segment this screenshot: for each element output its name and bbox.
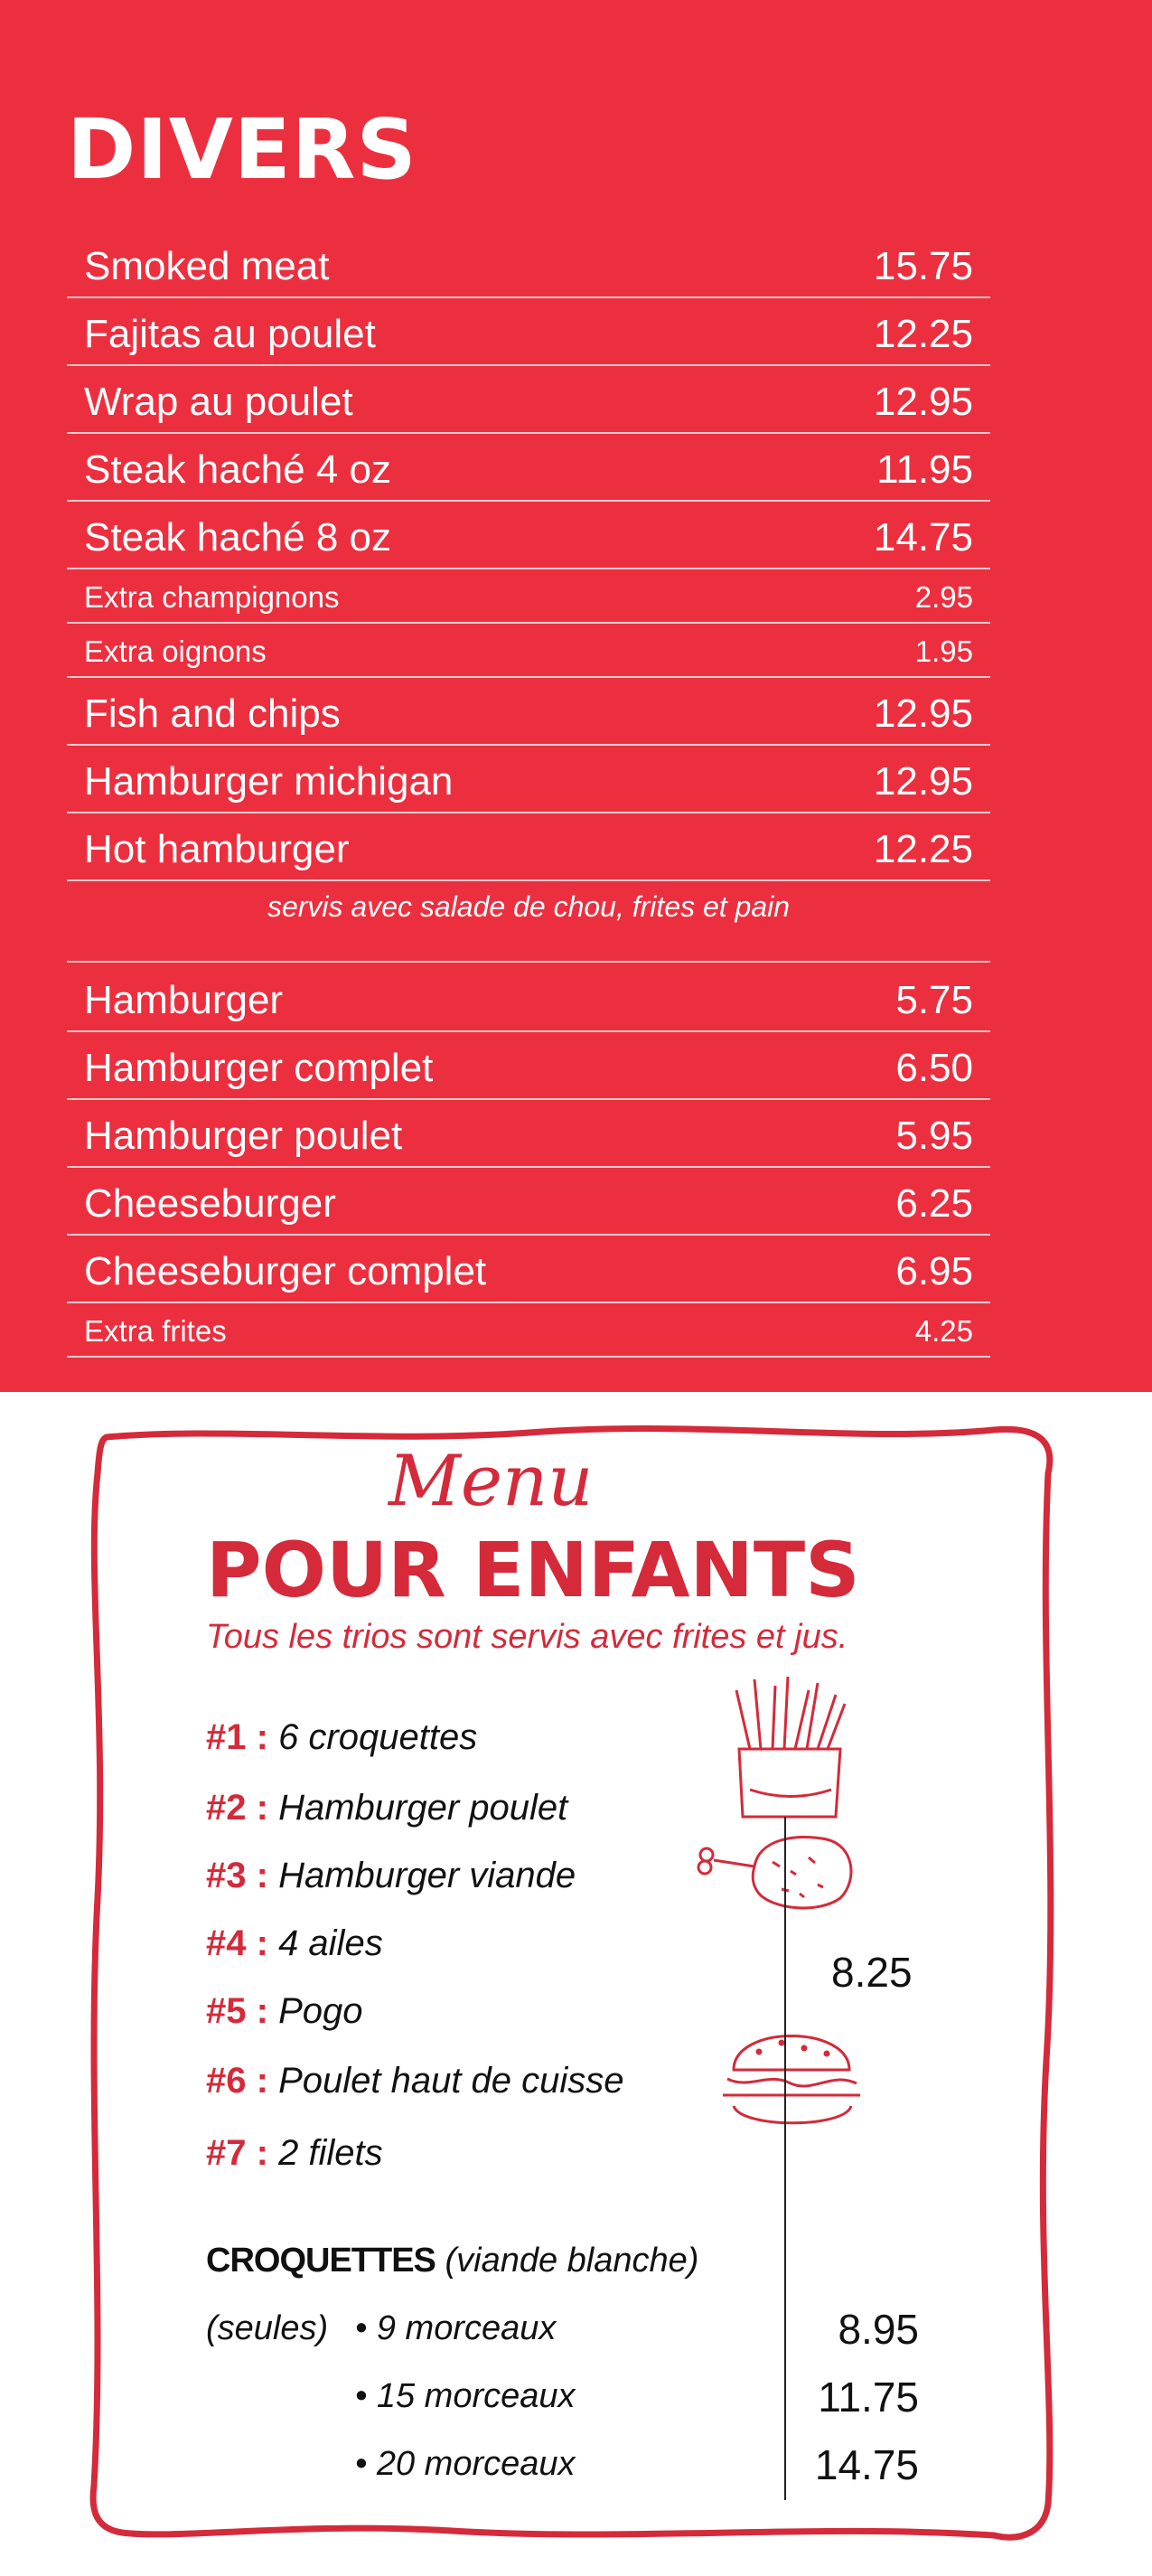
- item-price: 14.75: [873, 515, 973, 559]
- item-price: 5.75: [895, 978, 973, 1022]
- menu-row: [67, 1236, 990, 1303]
- item-name: Hot hamburger: [84, 827, 350, 871]
- trio-item: [206, 2061, 624, 2101]
- croquettes-price: 14.75: [814, 2441, 919, 2488]
- trio-item: [206, 2133, 383, 2174]
- kids-menu-title: POUR ENFANTS: [206, 1526, 860, 1614]
- item-price: 15.75: [873, 244, 973, 288]
- item-name: Hamburger poulet: [84, 1114, 403, 1158]
- trio-item: [206, 1717, 477, 1758]
- kids-menu-subtitle: Tous les trios sont servis avec frites et jus.: [206, 1618, 848, 1656]
- item-name: Extra oignons: [84, 635, 267, 668]
- menu-row: [67, 434, 990, 502]
- trio-label: 4 ailes: [278, 1923, 383, 1963]
- trio-number: #4 :: [206, 1923, 268, 1963]
- trio-number: #5 :: [206, 1991, 268, 2031]
- menu-row: [67, 813, 990, 881]
- item-name: Steak haché 8 oz: [84, 515, 392, 559]
- item-price: 12.95: [873, 380, 973, 424]
- item-price: 6.25: [895, 1181, 973, 1226]
- served-with-note: servis avec salade de chou, frites et pain: [267, 890, 791, 923]
- item-name: Fish and chips: [84, 691, 341, 736]
- trio-number: #3 :: [206, 1856, 268, 1895]
- item-price: 12.95: [873, 759, 973, 804]
- menu-script-title: Menu: [389, 1441, 594, 1522]
- trio-item: [206, 1788, 567, 1829]
- trio-number: #7 :: [206, 2133, 268, 2173]
- item-price: 4.25: [914, 1314, 973, 1348]
- menu-row: [67, 569, 990, 624]
- croquettes-note: (viande blanche): [445, 2242, 699, 2280]
- menu-row: [67, 678, 990, 746]
- trio-label: Hamburger poulet: [278, 1788, 568, 1828]
- item-price: 5.95: [895, 1114, 973, 1158]
- item-name: Cheeseburger complet: [84, 1249, 487, 1293]
- menu-row: [67, 746, 990, 813]
- burger-icon: [723, 2036, 860, 2123]
- fries-icon: [736, 1677, 845, 1817]
- trio-price: 8.25: [831, 1949, 913, 1996]
- item-name: Hamburger complet: [84, 1046, 434, 1090]
- item-name: Fajitas au poulet: [84, 312, 376, 356]
- item-name: Smoked meat: [84, 244, 330, 288]
- croquettes-option: • 9 morceaux: [355, 2309, 557, 2347]
- item-price: 11.95: [876, 447, 973, 492]
- divider: [67, 961, 990, 963]
- item-price: 6.50: [895, 1046, 973, 1090]
- menu-row: [67, 1032, 990, 1100]
- item-name: Extra frites: [84, 1314, 227, 1348]
- menu-row: [67, 964, 990, 1032]
- croquettes-price: 8.95: [838, 2306, 919, 2353]
- trio-number: #2 :: [206, 1788, 268, 1828]
- chicken-leg-icon: [698, 1838, 851, 1908]
- croquettes-price: 11.75: [818, 2374, 919, 2421]
- menu-row: [67, 1100, 990, 1168]
- item-price: 12.25: [873, 827, 973, 871]
- trio-label: Poulet haut de cuisse: [278, 2061, 624, 2101]
- menu-row: [67, 1168, 990, 1236]
- divers-title: DIVERS: [67, 101, 417, 198]
- item-name: Steak haché 4 oz: [84, 447, 392, 492]
- item-name: Extra champignons: [84, 580, 340, 614]
- trio-item: [206, 1856, 576, 1896]
- trio-item: [206, 1991, 362, 2032]
- menu-row: [67, 298, 990, 366]
- menu-row: [67, 502, 990, 569]
- trio-number: #1 :: [206, 1717, 268, 1757]
- croquettes-heading: [206, 2242, 698, 2280]
- item-price: 12.25: [873, 312, 973, 356]
- croquettes-title: CROQUETTES: [206, 2242, 436, 2280]
- trio-label: Hamburger viande: [278, 1856, 576, 1895]
- menu-row: [67, 1303, 990, 1358]
- croquettes-option: • 20 morceaux: [355, 2445, 576, 2483]
- item-price: 1.95: [914, 635, 973, 668]
- menu-row: [67, 624, 990, 678]
- trio-label: 2 filets: [278, 2133, 383, 2173]
- item-name: Hamburger: [84, 978, 284, 1022]
- trio-label: Pogo: [278, 1991, 363, 2031]
- trio-number: #6 :: [206, 2061, 268, 2101]
- item-price: 6.95: [895, 1249, 973, 1293]
- croquettes-option: • 15 morceaux: [355, 2377, 576, 2415]
- menu-row: [67, 230, 990, 298]
- item-name: Cheeseburger: [84, 1181, 336, 1226]
- menu-row: [67, 366, 990, 434]
- item-price: 2.95: [914, 580, 973, 614]
- item-name: Wrap au poulet: [84, 380, 353, 424]
- croquettes-alone-label: (seules): [206, 2309, 329, 2347]
- trio-item: [206, 1923, 383, 1964]
- trio-label: 6 croquettes: [278, 1717, 478, 1757]
- item-name: Hamburger michigan: [84, 759, 454, 804]
- price-divider-line: [784, 1817, 786, 2500]
- item-price: 12.95: [873, 691, 973, 736]
